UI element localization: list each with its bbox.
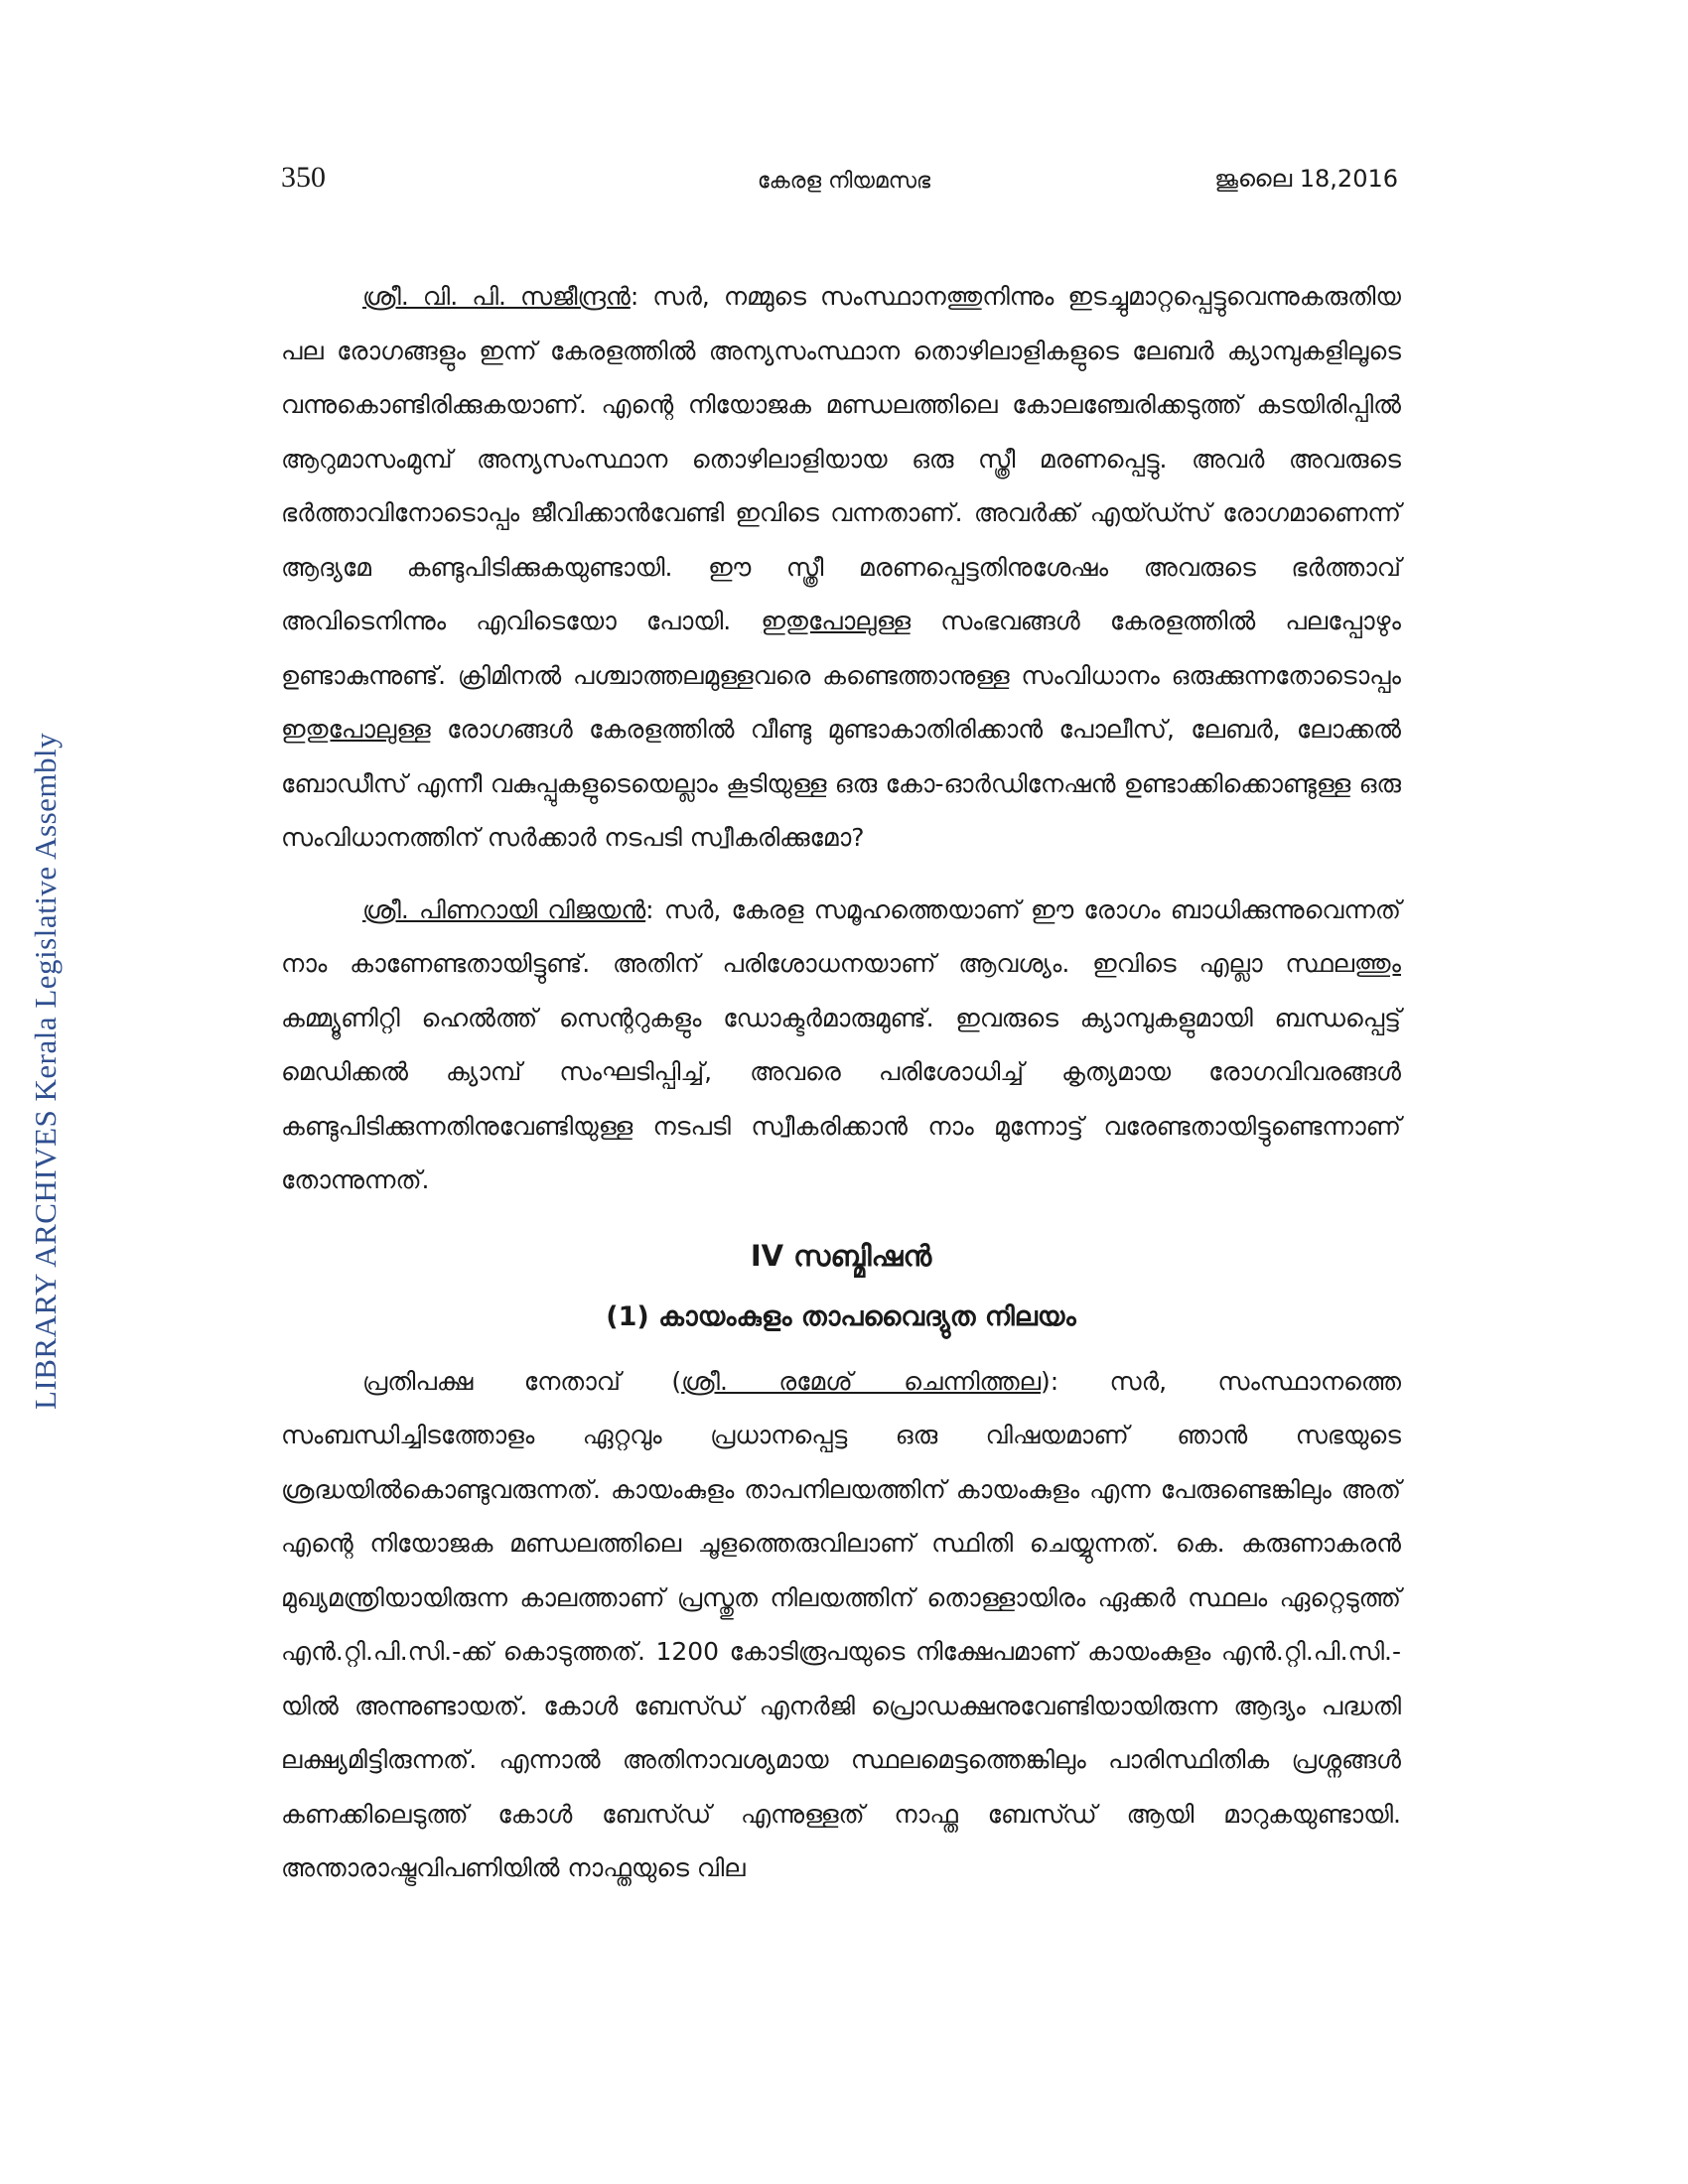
underlined-text: ത്തു [945,282,983,311]
speaker-name: ശ്രീ. പിണറായി വിജയൻ [362,894,646,924]
underlined-text: ഇതുപോലുള്ള [761,607,912,635]
section-heading: IV സബ്മിഷൻ [750,1238,932,1273]
running-title: കേരള നിയമസഭ [757,169,931,194]
archive-watermark: LIBRARY ARCHIVES Kerala Legislative Assembly [28,732,63,1410]
paragraph-text: നിന്നും ഇടച്ചുമാറ്റപ്പെട്ടുവെന്നുകരുതിയ പല രോഗങ്ങളും ഇന്ന് കേരളത്തിൽ അന്യസംസ്ഥാന തൊഴിലാളികളുടെ ലേബർ ക്യാമ്പുകളിലൂടെ വന്നുകൊണ്ടിരിക്കുകയാണ്. എന്റെ നിയോജക മണ്ഡലത്തിലെ കോലഞ്ചേരിക്കടുത്ത് കടയിരിപ്പിൽ ആറുമാസംമുമ്പ് അന്യസംസ്ഥാന തൊഴിലാളിയായ ഒരു സ്ത്രീ മരണപ്പെട്ടു. അവർ അവരുടെ ഭർത്താവിനോടൊപ്പം ജീവിക്കാൻവേണ്ടി ഇവിടെ വന്നതാണ്. അവർക്ക് എയ്ഡ്സ് രോഗമാണെന്ന് ആദ്യമേ കണ്ടുപിടിക്കുകയുണ്ടായി. ഈ സ്ത്രീ മരണപ്പെട്ടതിനുശേഷം അവരുടെ ഭർത്താവ് അവിടെനിന്നും എവിടെയോ പോയി. [281,282,1401,635]
paragraph-text: പ്രതിപക്ഷ നേതാവ് ( [362,1366,682,1396]
paragraph-text: ): സർ, സംസ്ഥാനത്തെ സംബന്ധിച്ചിടത്തോളം ഏറ്റവും പ്രധാനപ്പെട്ട ഒരു വിഷയമാണ് ഞാൻ സഭയുടെ ശ്രദ്ധയിൽകൊണ്ടുവരുന്നത്. കായംകുളം താപനിലയത്തിന് കായംകുളം എന്ന പേരുണ്ടെങ്കിലും അത് എന്റെ നിയോജക മണ്ഡലത്തിലെ ചൂളത്തെരുവിലാണ് സ്ഥിതി ചെയ്യുന്നത്. കെ. കരുണാകരൻ മുഖ്യമന്ത്രിയായിരുന്ന കാലത്താണ് പ്രസ്തുത നിലയത്തിന് തൊള്ളായിരം ഏക്കർ സ്ഥലം ഏറ്റെടുത്ത് എൻ.റ്റി.പി.സി.-ക്ക് കൊടുത്തത്. 1200 കോടിരൂപയുടെ നിക്ഷേപമാണ് കായംകുളം എൻ.റ്റി.പി.സി.-യിൽ അന്നുണ്ടായത്. കോൾ ബേസ്ഡ് എനർജി പ്രൊഡക്ഷനുവേണ്ടിയായിരുന്ന ആദ്യം പദ്ധതി ലക്ഷ്യമിട്ടിരുന്നത്. എന്നാൽ അതിനാവശ്യമായ സ്ഥലമെട്ടത്തെങ്കിലും പാരിസ്ഥിതിക പ്രശ്നങ്ങൾ കണക്കിലെടുത്ത് കോൾ ബേസ്ഡ് എന്നുള്ളത് നാഫ്ത ബേസ്ഡ് ആയി മാറുകയുണ്ടായി. അന്താരാഷ്ട്രവിപണിയിൽ നാഫ്തയുടെ വില [281,1366,1401,1882]
paragraph-pinarayi [281,884,1401,1208]
document-body [281,270,1401,1914]
paragraph-text: രോഗങ്ങൾ കേരളത്തിൽ വീണ്ടു മുണ്ടാകാതിരിക്കാൻ പോലീസ്, ലേബർ, ലോക്കൽ ബോഡീസ് എന്നീ വകുപ്പുകളുടെയെല്ലാം കൂടിയുള്ള ഒരു കോ-ഓർഡിനേഷൻ ഉണ്ടാക്കിക്കൊണ്ടുള്ള ഒരു സംവിധാനത്തിന് സർക്കാർ നടപടി സ്വീകരിക്കുമോ? [281,715,1401,852]
paragraph-text: : സർ, കേരള സമൂഹത്തെയാണ് ഈ രോഗം ബാധിക്കുന്നുവെന്നത് നാം കാണേണ്ടതായിട്ടുണ്ട്. അതിന് പരിശോധനയാണ് ആവശ്യം. ഇവിടെ എല്ലാ സ്ഥല [281,894,1401,978]
paragraph-text: കമ്മ്യൂണിറ്റി ഹെൽത്ത് സെന്ററുകളും ഡോക്ടർമാരുമുണ്ട്. ഇവരുടെ ക്യാമ്പുകളുമായി ബന്ധപ്പെട്ട് മെഡിക്കൽ ക്യാമ്പ് സംഘടിപ്പിച്ച്, അവരെ പരിശോധിച്ച് കൃത്യമായ രോഗവിവരങ്ങൾ കണ്ടുപിടിക്കുന്നതിനുവേണ്ടിയുള്ള നടപടി സ്വീകരിക്കാൻ നാം മുന്നോട്ട് വരേണ്ടതായിട്ടുണ്ടെന്നാണ് തോന്നുന്നത്. [281,1003,1401,1194]
speaker-name: ശ്രീ. രമേശ് ചെന്നിത്തല [681,1366,1042,1396]
underlined-text: ത്തും [1354,949,1401,978]
underlined-text: ഇതുപോലുള്ള [281,715,431,744]
running-date: ജൂലൈ 18,2016 [1214,165,1398,193]
paragraph-text: സംഭവങ്ങൾ കേരളത്തിൽ പലപ്പോഴും ഉണ്ടാകുന്നുണ്ട്. ക്രിമിനൽ പശ്ചാത്തലമുള്ളവരെ കണ്ടെത്താനുള്ള സംവിധാനം ഒരുക്കുന്നതോടൊപ്പം [281,607,1401,690]
paragraph-text: : സർ, നമ്മുടെ സംസ്ഥാന [630,282,946,311]
paragraph-chennithala [281,1355,1401,1896]
page-number: 350 [281,161,326,194]
speaker-name: ശ്രീ. വി. പി. സജീന്ദ്രൻ [362,282,631,311]
paragraph-sajeendran [281,270,1401,866]
section-subheading: (1) കായംകുളം താപവൈദ്യുത നിലയം [606,1300,1076,1332]
